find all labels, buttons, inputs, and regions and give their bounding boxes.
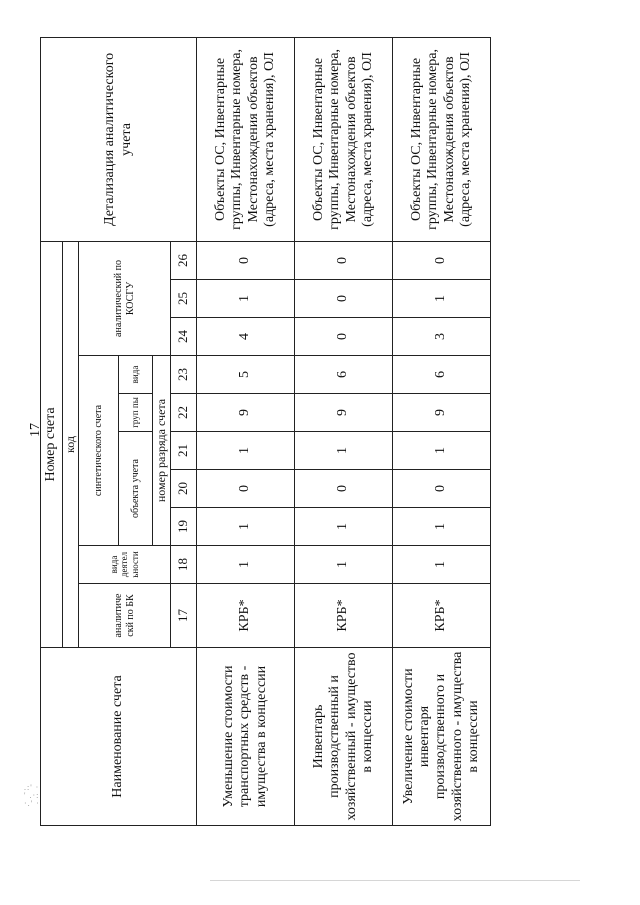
digit-label: 26: [171, 241, 197, 279]
account-name-header: Наименование счета: [41, 648, 197, 826]
value-cell: 6: [295, 356, 393, 394]
detail-header: Детализация аналитического учета: [41, 37, 197, 241]
value-cell: 9: [295, 394, 393, 432]
value-cell: 3: [393, 318, 491, 356]
analytic-kosgu-header: аналитический по КОСГУ: [79, 241, 171, 355]
value-cell: 1: [197, 546, 295, 584]
table-row: [295, 37, 393, 825]
bottom-rule: [210, 880, 580, 881]
digit-label: 21: [171, 432, 197, 470]
synthetic-account-header: синтетического счета: [79, 356, 119, 546]
value-cell: 0: [197, 241, 295, 279]
account-name: Инвентарь производственный и хозяйственный - имущество в концессии: [295, 648, 393, 826]
value-cell: 1: [197, 280, 295, 318]
scan-speckle-mark: .:' · ' .·: ·.' ·: [24, 783, 40, 808]
value-cell: 1: [393, 546, 491, 584]
code-header: код: [63, 241, 79, 647]
account-number-header: Номер счета: [41, 241, 63, 647]
digit-label: 17: [171, 584, 197, 648]
value-cell: 0: [295, 318, 393, 356]
value-cell: 9: [197, 394, 295, 432]
value-cell: 5: [197, 356, 295, 394]
value-cell: 1: [295, 508, 393, 546]
value-cell: 0: [295, 280, 393, 318]
value-cell: КРБ*: [197, 584, 295, 648]
account-ledger-table: [40, 37, 491, 826]
kind-header: вида: [119, 356, 153, 394]
detail-cell: Объекты ОС, Инвентарные группы, Инвентарные номера, Местонахождения объектов (адреса, места хранения), ОЛ: [393, 37, 491, 241]
value-cell: 0: [393, 470, 491, 508]
detail-cell: Объекты ОС, Инвентарные группы, Инвентарные номера, Местонахождения объектов (адреса, места хранения), ОЛ: [197, 37, 295, 241]
digit-label: 23: [171, 356, 197, 394]
table-row: [197, 37, 295, 825]
digit-label: 25: [171, 280, 197, 318]
value-cell: 4: [197, 318, 295, 356]
value-cell: 9: [393, 394, 491, 432]
group-header: груп пы: [119, 394, 153, 432]
table-row: [393, 37, 491, 825]
accounting-object-header: объекта учета: [119, 432, 153, 546]
rotated-table-container: [40, 38, 490, 826]
digit-label: 18: [171, 546, 197, 584]
value-cell: 1: [295, 546, 393, 584]
value-cell: 1: [295, 432, 393, 470]
digit-label: 20: [171, 470, 197, 508]
account-name: Увеличение стоимости инвентаря производственного и хозяйственного - имущества в концессии: [393, 648, 491, 826]
digit-label: 24: [171, 318, 197, 356]
value-cell: 1: [393, 280, 491, 318]
digit-number-header: номер разряда счета: [153, 356, 171, 546]
value-cell: КРБ*: [295, 584, 393, 648]
value-cell: 1: [197, 432, 295, 470]
value-cell: 6: [393, 356, 491, 394]
value-cell: 0: [197, 470, 295, 508]
value-cell: 1: [393, 432, 491, 470]
analytic-bk-header: аналитиче скй по БК: [79, 584, 171, 648]
value-cell: 1: [197, 508, 295, 546]
page-number: 17: [28, 423, 43, 437]
value-cell: 0: [295, 470, 393, 508]
activity-type-header: вида деятел ьности: [79, 546, 171, 584]
value-cell: КРБ*: [393, 584, 491, 648]
value-cell: 0: [393, 241, 491, 279]
digit-label: 22: [171, 394, 197, 432]
account-name: Уменьшение стоимости транспортных средств - имущества в концессии: [197, 648, 295, 826]
digit-label: 19: [171, 508, 197, 546]
value-cell: 1: [393, 508, 491, 546]
detail-cell: Объекты ОС, Инвентарные группы, Инвентарные номера, Местонахождения объектов (адреса, места хранения), ОЛ: [295, 37, 393, 241]
value-cell: 0: [295, 241, 393, 279]
header-row-1: [41, 37, 63, 825]
